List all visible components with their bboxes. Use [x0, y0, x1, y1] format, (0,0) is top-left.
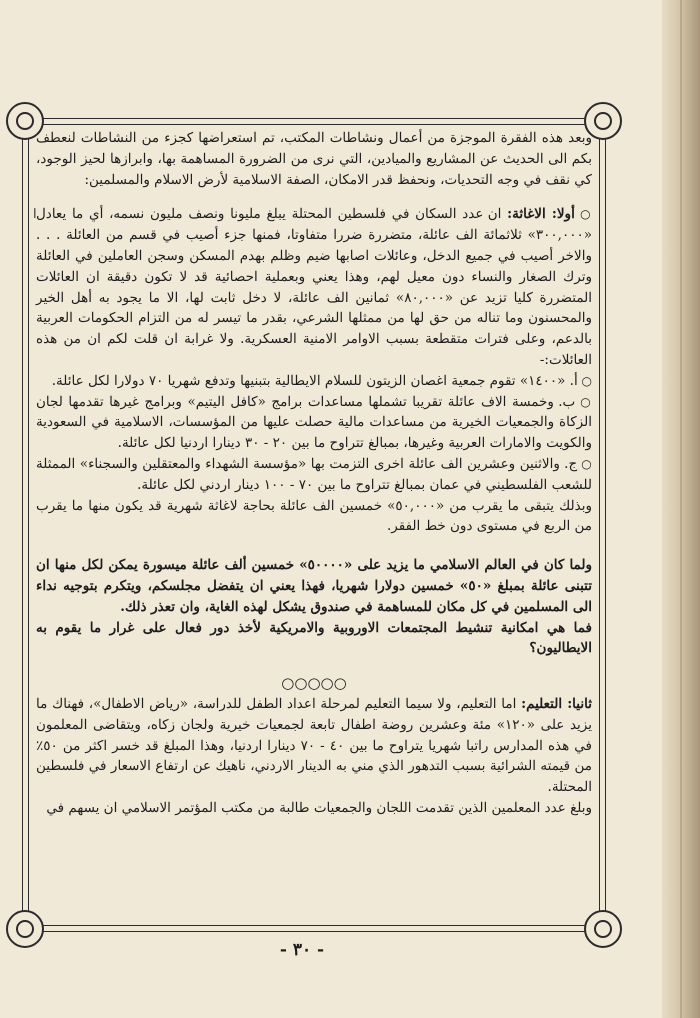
spacer [36, 190, 592, 204]
relief-appeal: ولما كان في العالم الاسلامي ما يزيد على «٥٠٠٠٠» خمسين ألف عائلة ميسورة يمكن لكل منها ان تتبنى عائلة بمبلغ «٥٠» خمسين دولارا شهريا، فهذا يعني ان يتفضل مجلسكم، ويتكرم بتوجيه نداء الى المسلمين في كل مكان للمساهمة في صندوق يشكل لهذه الغاية، وان تعذر ذلك. [36, 557, 592, 615]
page-edge-line [680, 0, 682, 1018]
page-number: - ٣٠ - [279, 940, 325, 960]
section-divider: ○○○○○ [281, 674, 347, 693]
relief-bullet-b [36, 392, 592, 454]
bullet-c-text: ج. والاثنين وعشرين الف عائلة اخرى التزمت بها «مؤسسة الشهداء والمعتقلين والسجناء» الممثلة للشعب الفلسطيني في عمان بمبالغ تتراوح ما بين ٧٠ - ١٠٠ دينار اردني لكل عائلة. [36, 455, 592, 493]
page-text [36, 128, 592, 819]
intro-paragraph: وبعد هذه الفقرة الموجزة من أعمال ونشاطات المكتب، تم استعراضها كجزء من النشاطات لنعطف بكم الى الحديث عن المشاريع والميادين، التي نرى من الضرورة المساهمة بها، وابرازها لحيز الوجود، كي نقف في وجه التحديات، ونحفظ قدر الامكان، الصفة الاسلامية لأرض الاسلام والمسلمين: [36, 130, 592, 188]
circle-bullet-icon: ○ [575, 394, 592, 409]
circle-bullet-icon: ○ [577, 373, 592, 388]
relief-section [36, 204, 592, 370]
relief-question: فما هي امكانية تنشيط المجتمعات الاوروبية والامريكية لأخذ دور فعال على غرار ما يقوم به الايطاليون؟ [36, 619, 592, 657]
spacer [36, 659, 592, 673]
margin-mark: ا [33, 207, 37, 222]
relief-body: ان عدد السكان في فلسطين المحتلة يبلغ مليونا ونصف مليون نسمه، أي ما يعادل «٣٠٠,٠٠٠» ثلاثمائة الف عائلة، متضررة ضررا متفاوتا، فمنها جزء أصيب في قسم من العائلة . . . والاخر أصيب في جميع الدخل، وعائلات اصابها ضيم وظلم بهدم المسكن وسجن العاملين في العائلة وترك الصغار والنساء دون معيل لهم، وهذا يعني وبعملية احصائية قد لا تكون دقيقة ان العائلات المتضررة كليا تزيد عن «٨٠,٠٠٠» ثمانين الف عائلة، لا دخل ثابت لها، الا ما يجود به أهل الخير والمحسنون وما تناله من حق لها من ممثلها الشرعي، بقدر ما تيسر له من التزام الحكومات العربية بالدعم، وعلى فترات متقطعة بسبب الاوامر الامنية العسكرية. ولا غرابة ان قلت لكم ان من هذه العائلات:- [36, 206, 592, 368]
education-continuation: وبلغ عدد المعلمين الذين تقدمت اللجان والجمعيات طالبة من مكتب المؤتمر الاسلامي ان يسهم في [46, 799, 592, 816]
bullet-a-text: أ. «١٤٠٠» تقوم جمعية اغصان الزيتون للسلام الايطالية بتبنيها وتدفع شهريا ٧٠ دولارا لكل عائلة. [51, 372, 578, 389]
education-heading: ثانيا: التعليم: [521, 695, 592, 712]
relief-heading: أولا: الاغاثة: [507, 206, 575, 223]
relief-remaining: وبذلك يتبقى ما يقرب من «٥٠,٠٠٠» خمسين الف عائلة بحاجة لاغاثة شهرية قد يكون منها ما يقرب من الربع في مستوى دون خط الفقر. [36, 497, 592, 535]
circle-bullet-icon: ○ [574, 207, 592, 222]
circle-bullet-icon: ○ [577, 456, 592, 471]
education-section [36, 694, 592, 798]
relief-bullet-a [36, 371, 592, 392]
bullet-b-text: ب. وخمسة الاف عائلة تقريبا تشملها مساعدات برامج «كافل اليتيم» وبرامج غيرها تقدمها لجان الزكاة والجمعيات الخيرية من مساعدات مالية حصلت عليها من المؤسسات، الاسلامية في السعودية والكويت والامارات العربية وغيرها، بمبالغ تتراوح ما بين ٢٠ - ٣٠ دينارا اردنيا لكل عائلة. [36, 393, 592, 452]
education-body: اما التعليم، ولا سيما التعليم لمرحلة اعداد الطفل للدراسة، «رياض الاطفال»، فهناك ما يزيد على «١٢٠» مئة وعشرين روضة اطفال تابعة لجمعيات خيرية ولجان زكاه، ويتقاضى المعلمون في هذه المدارس راتبا شهريا يتراوح ما بين ٤٠ - ٧٠ دينارا اردنيا، وهذا المبلغ قد خسر اكثر من ٥٠٪ من قيمته الشرائية بسبب التدهور الذي مني به الدينار الاردني، ناهيك عن ارتفاع الاسعار في فلسطين المحتلة. [36, 695, 593, 796]
spacer [36, 537, 592, 555]
relief-bullet-c [36, 454, 592, 496]
